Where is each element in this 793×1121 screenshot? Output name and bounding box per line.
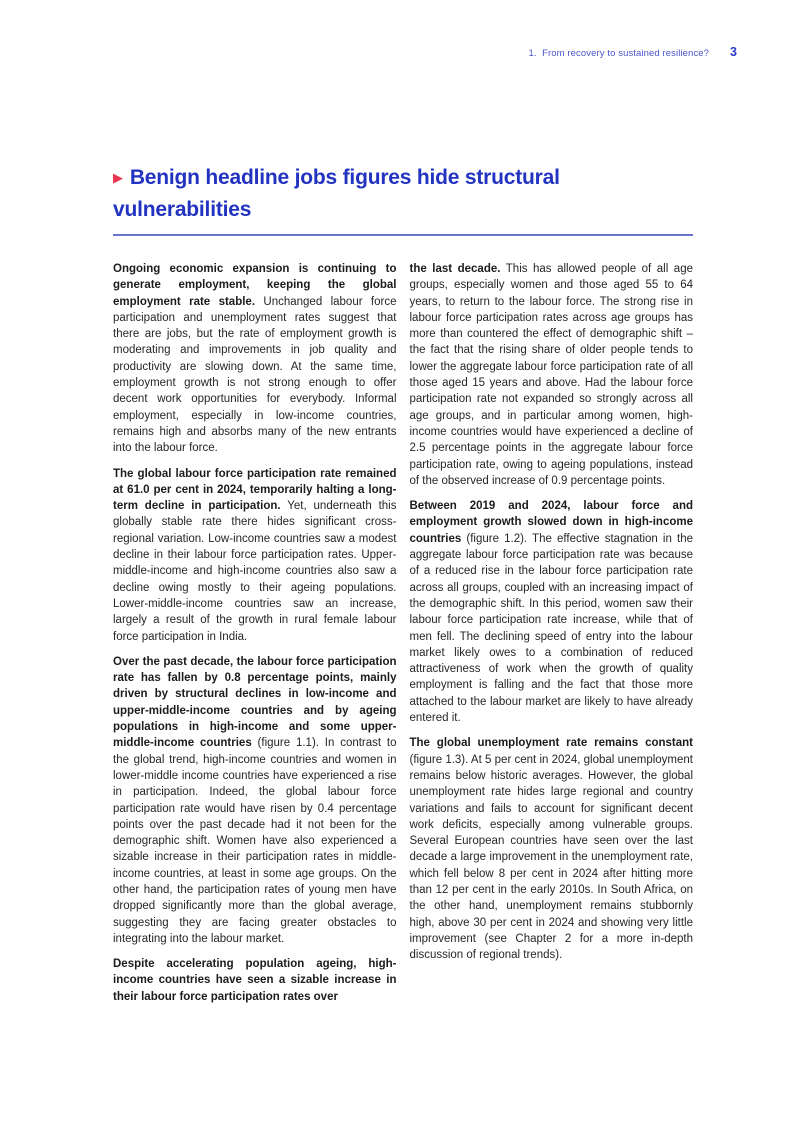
paragraph-lead: Over the past decade, the labour force participation rate has fallen by 0.8 percentage points, mainly driven by structural declines in low-income and upper-middle-income countries and by ageing populations in high-income and some upper-middle-income countries	[113, 655, 397, 750]
paragraph-lead: the last decade.	[409, 263, 501, 275]
paragraph	[113, 654, 397, 947]
page-number: 3	[730, 45, 737, 59]
paragraph-lead: Between 2019 and 2024, labour force and employment growth slowed down in high-income countries	[409, 500, 693, 545]
body-columns	[113, 261, 693, 1005]
paragraph-lead: The global labour force participation rate remained at 61.0 per cent in 2024, temporarily halting a long-term decline in participation.	[113, 467, 397, 513]
paragraph-body: Yet, underneath this globally stable rate there hides significant cross-regional variation. Low-income countries saw a modest decline in their labour force participation rates. Upper-middle-income and high-income countries also saw a decline owing mostly to their ageing populations. Lower-middle-income countries saw an increase, largely a result of the growth in rural female labour force participation in India.	[113, 500, 397, 643]
paragraph	[410, 498, 694, 726]
title-rule	[113, 234, 693, 236]
section-title-text: Benign headline jobs figures hide structural vulnerabilities	[113, 166, 560, 221]
paragraph-body: Unchanged labour force participation and unemployment rates suggest that there are jobs, but the rate of employment growth is moderating and improvements in job quality and productivity are slowing down. At the same time, employment growth is not strong enough to offer decent work opportunities for everybody. Informal employment, especially in low-income countries, remains high and absorbs many of the new entrants into the labour force.	[113, 295, 397, 455]
paragraph	[113, 466, 397, 645]
paragraph-body: (figure 1.3). At 5 per cent in 2024, global unemployment remains below historic averages. However, the global unemployment rate hides large regional and country variations and fails to account for significant decent work deficits, especially among vulnerable groups. Several European countries have seen over the last decade a large improvement in the unemployment rate, which fell below 8 per cent in 2024 after hitting more than 12 per cent in the early 2010s. In South Africa, on the other hand, unemployment remains stubbornly high, above 30 per cent in 2024 and showing very little improvement (see Chapter 2 for a more in-depth discussion of regional trends).	[409, 753, 693, 962]
section-title	[113, 163, 693, 224]
page-content	[113, 163, 693, 1005]
chapter-reference: 1. From recovery to sustained resilience?	[528, 48, 710, 59]
paragraph-body: (figure 1.2). The effective stagnation in the aggregate labour force participation rate was because of a reduced rise in the labour force participation rate across all groups, coupled with an increasing impact of the demographic shift. In this period, women saw their labour force participation rate increase, while that of men fell. The declining speed of entry into the labour market likely owes to a combination of reduced attractiveness of work when the growth of quality employment is falling and the fact that those more attached to the labour market are likely to have already entered it.	[409, 532, 693, 725]
paragraph	[113, 261, 397, 457]
paragraph-lead: Despite accelerating population ageing, high-income countries have seen a sizable increase in their labour force participation rates over	[113, 958, 397, 1003]
right-column	[410, 261, 694, 1005]
paragraph-lead: Ongoing economic expansion is continuing to generate employment, keeping the global employment rate stable.	[113, 263, 397, 308]
paragraph-lead: The global unemployment rate remains constant	[409, 737, 693, 750]
left-column	[113, 261, 397, 1005]
paragraph	[410, 735, 694, 963]
paragraph	[113, 956, 397, 1005]
paragraph	[410, 261, 694, 489]
running-header	[528, 45, 737, 59]
paragraph-body: This has allowed people of all age groups, especially women and those aged 55 to 64 years, to return to the labour force. The strong rise in labour force participation rates across age groups has more than countered the effect of demographic shift – the fact that the rising share of older people tends to lower the aggregate labour force participation rate of all those aged 15 years and above. Had the labour force participation rate not expanded so strongly across all age groups, and in particular among women, high-income countries would have experienced a decline of 2.5 percentage points in the aggregate labour force participation rate, owing to ageing populations, instead of the observed increase of 0.9 percentage points.	[409, 263, 693, 487]
triangle-bullet-icon: ▶	[113, 171, 123, 186]
paragraph-body: (figure 1.1). In contrast to the global trend, high-income countries and women in lower-middle income countries have experienced a rise in participation. Indeed, the global labour force participation rate would have risen by 0.4 percentage points over the past decade had it not been for the demographic shift. Women have also experienced a sizable increase in their participation rates in middle-income countries, at least in some age groups. On the other hand, the participation rates of young men have dropped significantly more than the global average, suggesting they are facing greater obstacles to integrating into the labour market.	[113, 737, 397, 945]
